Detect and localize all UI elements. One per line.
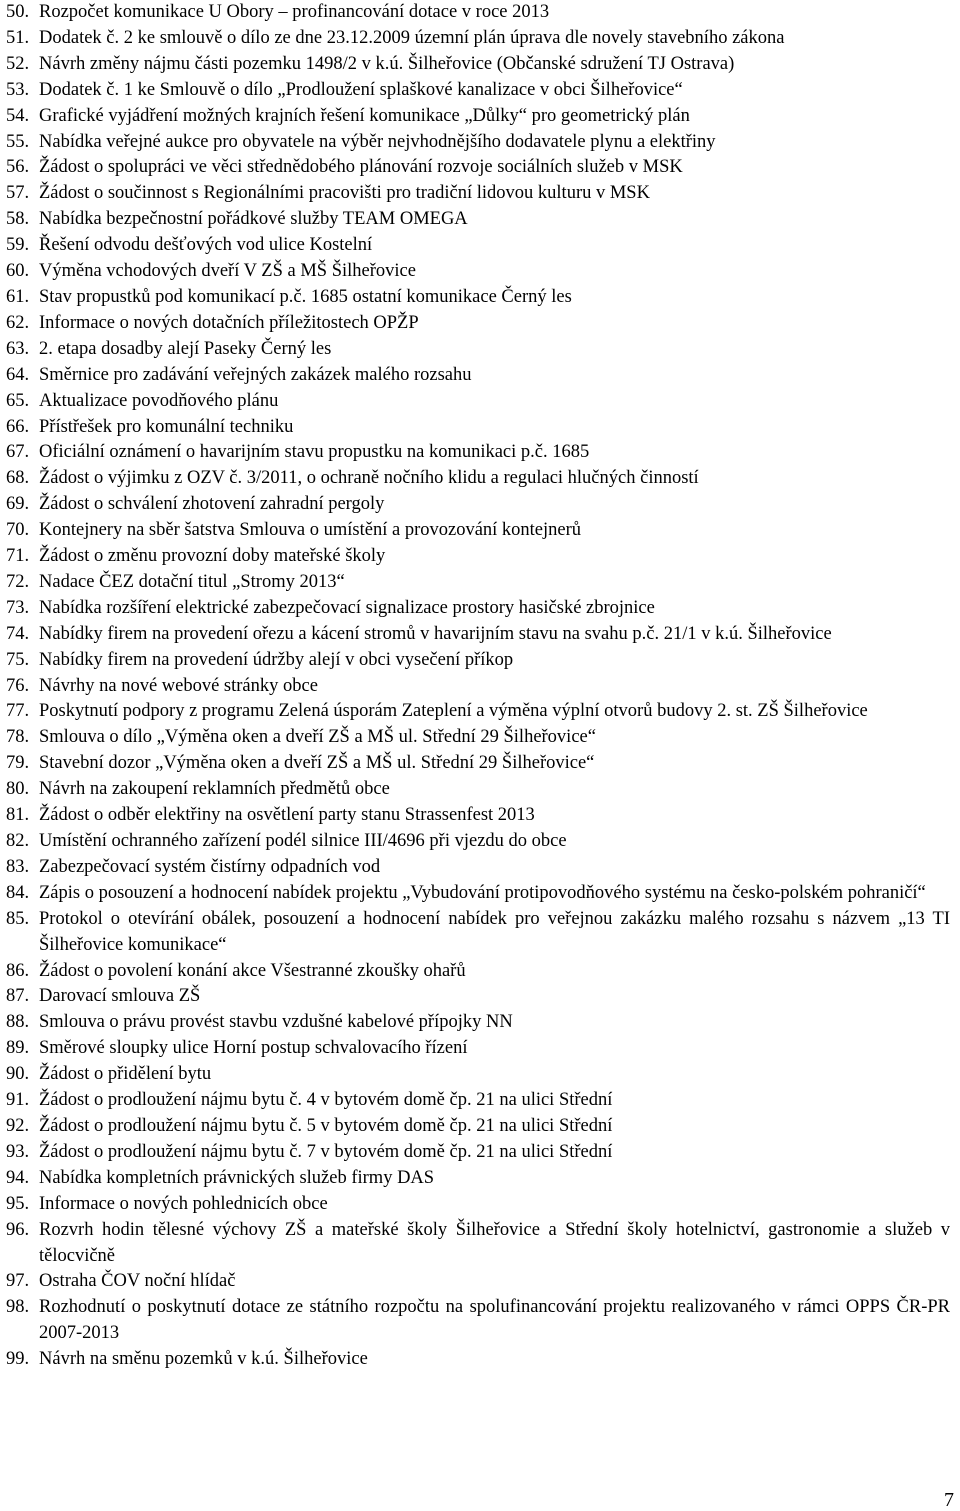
list-item (6, 233, 950, 259)
item-text: Směrnice pro zadávání veřejných zakázek malého rozsahu (39, 364, 472, 385)
item-text: Nabídka kompletních právnických služeb firmy DAS (39, 1167, 435, 1188)
item-number: 51. (6, 27, 30, 48)
item-number: 91. (6, 1090, 30, 1111)
item-text: Dodatek č. 2 ke smlouvě o dílo ze dne 23.12.2009 územní plán úprava dle novely stavebního zákona (39, 27, 785, 48)
list-item (6, 725, 950, 751)
item-text: Aktualizace povodňového plánu (39, 390, 279, 411)
item-number: 76. (6, 675, 30, 696)
item-number: 70. (6, 520, 30, 541)
item-text: Nadace ČEZ dotační titul „Stromy 2013“ (39, 571, 345, 592)
item-text: Grafické vyjádření možných krajních řešení komunikace „Důlky“ pro geometrický plán (39, 105, 690, 126)
item-number: 82. (6, 831, 30, 851)
item-text: Kontejnery na sběr šatstva Smlouva o umístění a provozování kontejnerů (39, 520, 582, 541)
item-text: Žádost o prodloužení nájmu bytu č. 4 v bytovém domě čp. 21 na ulici Střední (39, 1090, 613, 1111)
item-number: 71. (6, 546, 30, 567)
list-item (6, 155, 950, 181)
item-number: 96. (6, 1219, 30, 1240)
item-number: 65. (6, 390, 30, 411)
item-number: 73. (6, 597, 30, 618)
list-item (6, 130, 950, 156)
item-text: Zápis o posouzení a hodnocení nabídek projektu „Vybudování protipovodňového systému na česko-polském pohraničí“ (39, 882, 926, 903)
list-item (6, 492, 950, 518)
item-text: Žádost o prodloužení nájmu bytu č. 7 v bytovém domě čp. 21 na ulici Střední (39, 1141, 613, 1162)
list-item (6, 26, 950, 52)
item-number: 81. (6, 805, 30, 826)
item-number: 53. (6, 79, 30, 100)
list-item (6, 674, 950, 700)
list-item (6, 1347, 950, 1373)
list-item (6, 1166, 950, 1192)
item-text: Žádost o schválení zhotovení zahradní pergoly (39, 494, 385, 515)
item-number: 77. (6, 701, 30, 722)
item-text: Smlouva o právu provést stavbu vzdušné kabelové přípojky NN (39, 1012, 513, 1033)
item-text: Žádost o spolupráci ve věci střednědobého plánování rozvoje sociálních služeb v MSK (39, 157, 683, 178)
list-item (6, 440, 950, 466)
item-number: 64. (6, 364, 30, 385)
list-item (6, 648, 950, 674)
list-item (6, 1062, 950, 1088)
item-number: 54. (6, 105, 30, 126)
item-text: Rozpočet komunikace U Obory – profinancování dotace v roce 2013 (39, 2, 550, 22)
list-item (6, 596, 950, 622)
list-item (6, 285, 950, 311)
item-number: 56. (6, 157, 30, 178)
list-item (6, 181, 950, 207)
item-number: 92. (6, 1115, 30, 1136)
list-item (6, 570, 950, 596)
list-item (6, 1192, 950, 1218)
item-text: Žádost o prodloužení nájmu bytu č. 5 v bytovém domě čp. 21 na ulici Střední (39, 1115, 613, 1136)
item-number: 59. (6, 235, 30, 256)
list-item (6, 803, 950, 829)
list-item (6, 699, 950, 725)
item-text: Žádost o přidělení bytu (39, 1064, 212, 1085)
item-text: Nabídka bezpečnostní pořádkové služby TEAM OMEGA (39, 209, 468, 230)
agenda-list (6, 0, 950, 1373)
item-number: 88. (6, 1012, 30, 1033)
item-number: 78. (6, 727, 30, 748)
item-text: Návrh na směnu pozemků v k.ú. Šilheřovice (39, 1349, 368, 1370)
item-number: 69. (6, 494, 30, 515)
item-text: Stav propustků pod komunikací p.č. 1685 ostatní komunikace Černý les (39, 286, 572, 307)
item-text: Nabídky firem na provedení ořezu a kácení stromů v havarijním stavu na svahu p.č. 21/1 v k.ú. Šilheřovice (39, 623, 832, 644)
item-text: Návrhy na nové webové stránky obce (39, 675, 318, 696)
item-text: Informace o nových dotačních příležitostech OPŽP (39, 312, 419, 333)
item-number: 79. (6, 753, 30, 774)
item-text: Přístřešek pro komunální techniku (39, 416, 294, 437)
list-item (6, 466, 950, 492)
item-text: Návrh na zakoupení reklamních předmětů obce (39, 779, 390, 800)
item-text: Nabídky firem na provedení údržby alejí v obci vysečení příkop (39, 649, 514, 670)
list-item (6, 518, 950, 544)
list-item (6, 1140, 950, 1166)
list-item (6, 1036, 950, 1062)
list-item (6, 207, 950, 233)
item-number: 61. (6, 286, 30, 307)
item-number: 95. (6, 1193, 30, 1214)
item-number: 63. (6, 338, 30, 359)
list-item (6, 259, 950, 285)
item-text: Zabezpečovací systém čistírny odpadních vod (39, 856, 381, 877)
item-number: 62. (6, 312, 30, 333)
item-text: Rozvrh hodin tělesné výchovy ZŠ a mateřské školy Šilheřovice a Střední školy hotelnictví, gastronomie a služeb v tělocvičně (39, 1219, 950, 1266)
item-number: 86. (6, 960, 30, 981)
item-number: 90. (6, 1064, 30, 1085)
item-text: Oficiální oznámení o havarijním stavu propustku na komunikaci p.č. 1685 (39, 442, 590, 463)
item-text: Dodatek č. 1 ke Smlouvě o dílo „Prodloužení splaškové kanalizace v obci Šilheřovice“ (39, 79, 683, 100)
item-text: Ostraha ČOV noční hlídač (39, 1271, 236, 1292)
item-number: 98. (6, 1297, 30, 1318)
item-text: Žádost o výjimku z OZV č. 3/2011, o ochraně nočního klidu a regulaci hlučných činností (39, 468, 699, 489)
item-number: 66. (6, 416, 30, 437)
list-item (6, 829, 950, 855)
item-text: Řešení odvodu dešťových vod ulice Kostelní (39, 235, 373, 256)
list-item (6, 1010, 950, 1036)
item-number: 99. (6, 1349, 30, 1370)
item-text: Poskytnutí podpory z programu Zelená úsporám Zateplení a výměna výplní otvorů budovy 2. st. ZŠ Šilheřovice (39, 701, 868, 722)
item-text: Nabídka veřejné aukce pro obyvatele na výběr nejvhodnějšího dodavatele plynu a elektřiny (39, 131, 716, 152)
item-number: 75. (6, 649, 30, 670)
item-number: 93. (6, 1141, 30, 1162)
item-text: Žádost o povolení konání akce Všestranné zkoušky ohařů (39, 960, 466, 981)
list-item (6, 959, 950, 985)
item-number: 84. (6, 882, 30, 903)
item-number: 50. (6, 2, 30, 22)
item-number: 58. (6, 209, 30, 230)
item-text: Návrh změny nájmu části pozemku 1498/2 v k.ú. Šilheřovice (Občanské sdružení TJ Ostrava) (39, 53, 735, 74)
item-text: Informace o nových pohlednicích obce (39, 1193, 328, 1214)
item-text: Nabídka rozšíření elektrické zabezpečovací signalizace prostory hasičské zbrojnice (39, 597, 655, 618)
list-item (6, 1295, 950, 1347)
item-number: 72. (6, 571, 30, 592)
item-text: Protokol o otevírání obálek, posouzení a hodnocení nabídek pro veřejnou zakázku malého rozsahu s názvem „13 TI Šilheřovice komunikace“ (39, 908, 950, 955)
item-number: 83. (6, 856, 30, 877)
list-item (6, 104, 950, 130)
item-text: Žádost o změnu provozní doby mateřské školy (39, 546, 386, 567)
item-number: 55. (6, 131, 30, 152)
list-item (6, 751, 950, 777)
list-item (6, 907, 950, 959)
item-text: Rozhodnutí o poskytnutí dotace ze státního rozpočtu na spolufinancování projektu realizovaného v rámci OPPS ČR-PR 2007-2013 (39, 1297, 950, 1344)
list-item (6, 1088, 950, 1114)
list-item (6, 622, 950, 648)
item-number: 60. (6, 261, 30, 282)
item-number: 94. (6, 1167, 30, 1188)
item-text: 2. etapa dosadby alejí Paseky Černý les (39, 338, 332, 359)
list-item (6, 1269, 950, 1295)
item-number: 89. (6, 1038, 30, 1059)
item-number: 74. (6, 623, 30, 644)
list-item (6, 52, 950, 78)
item-text: Směrové sloupky ulice Horní postup schvalovacího řízení (39, 1038, 468, 1059)
list-item (6, 544, 950, 570)
item-number: 87. (6, 986, 30, 1007)
list-item (6, 337, 950, 363)
list-item (6, 363, 950, 389)
item-number: 97. (6, 1271, 30, 1292)
page-number: 7 (944, 1489, 954, 1511)
list-item (6, 311, 950, 337)
list-item (6, 777, 950, 803)
list-item (6, 881, 950, 907)
list-item (6, 389, 950, 415)
item-text: Umístění ochranného zařízení podél silnice III/4696 při vjezdu do obce (39, 831, 567, 851)
item-text: Smlouva o dílo „Výměna oken a dveří ZŠ a MŠ ul. Střední 29 Šilheřovice“ (39, 727, 596, 748)
list-item (6, 0, 950, 26)
item-number: 80. (6, 779, 30, 800)
item-number: 52. (6, 53, 30, 74)
list-item (6, 78, 950, 104)
item-number: 57. (6, 183, 30, 204)
list-item (6, 984, 950, 1010)
list-item (6, 855, 950, 881)
item-text: Žádost o odběr elektřiny na osvětlení party stanu Strassenfest 2013 (39, 805, 535, 826)
item-number: 67. (6, 442, 30, 463)
list-item (6, 415, 950, 441)
item-number: 85. (6, 908, 30, 929)
item-text: Výměna vchodových dveří V ZŠ a MŠ Šilheřovice (39, 261, 416, 282)
item-text: Darovací smlouva ZŠ (39, 986, 201, 1007)
list-item (6, 1218, 950, 1270)
item-number: 68. (6, 468, 30, 489)
list-item (6, 1114, 950, 1140)
item-text: Žádost o součinnost s Regionálními pracovišti pro tradiční lidovou kulturu v MSK (39, 183, 650, 204)
item-text: Stavební dozor „Výměna oken a dveří ZŠ a MŠ ul. Střední 29 Šilheřovice“ (39, 753, 595, 774)
